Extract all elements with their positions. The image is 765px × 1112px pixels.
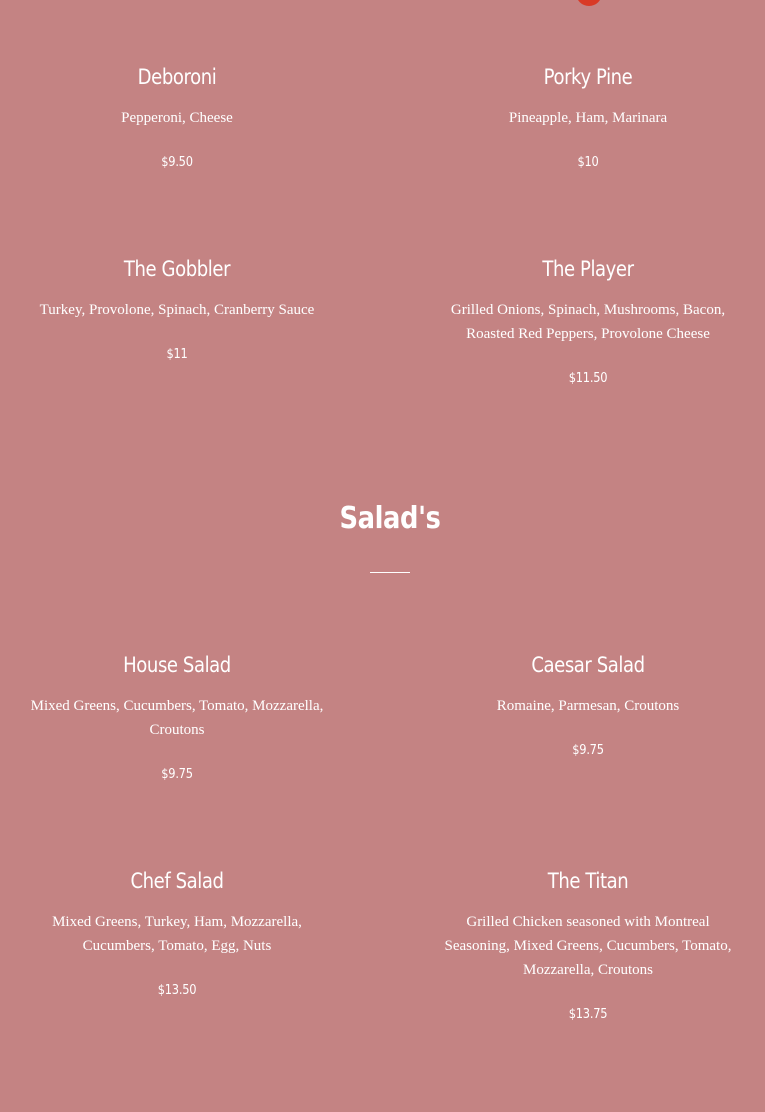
- menu-item-description: Grilled Chicken seasoned with Montreal Seasoning, Mixed Greens, Cucumbers, Tomato, Mozzarella, Croutons: [444, 914, 732, 978]
- menu-item-price: $13.75: [568, 1007, 608, 1022]
- section-divider: [370, 572, 410, 573]
- menu-item-price: $9.50: [161, 155, 193, 170]
- menu-item-description: Pineapple, Ham, Marinara: [508, 110, 668, 126]
- menu-item-description: Romaine, Parmesan, Croutons: [496, 698, 680, 714]
- menu-item-description: Grilled Onions, Spinach, Mushrooms, Bacon, Roasted Red Peppers, Provolone Cheese: [450, 302, 726, 342]
- menu-item-price: $11.50: [568, 371, 608, 386]
- menu-item-description: Mixed Greens, Turkey, Ham, Mozzarella, Cucumbers, Tomato, Egg, Nuts: [52, 914, 302, 954]
- menu-item-name: The Titan: [547, 869, 629, 893]
- red-dot-icon: [576, 0, 602, 6]
- menu-item-price: $11: [166, 347, 188, 362]
- menu-item-house-salad: [12, 652, 342, 783]
- menu-item-description: Turkey, Provolone, Spinach, Cranberry Sauce: [39, 302, 315, 318]
- menu-item-price: $13.50: [157, 983, 197, 998]
- menu-item-description: Pepperoni, Cheese: [121, 110, 233, 126]
- section-title-salads: Salad's: [339, 501, 441, 536]
- menu-item-name: The Gobbler: [123, 257, 231, 281]
- menu-item-price: $9.75: [572, 743, 604, 758]
- menu-item-price: $9.75: [161, 767, 193, 782]
- menu-item-price: $10: [577, 155, 599, 170]
- menu-item-name: House Salad: [123, 653, 231, 677]
- menu-item-caesar-salad: [423, 652, 753, 759]
- menu-item-name: Chef Salad: [130, 869, 224, 893]
- menu-item-name: Deboroni: [137, 65, 217, 89]
- menu-item-the-player: [423, 256, 753, 387]
- menu-item-chef-salad: [12, 868, 342, 999]
- menu-item-porky-pine: [423, 64, 753, 171]
- menu-item-deboroni: [12, 64, 342, 171]
- menu-item-name: Porky Pine: [543, 65, 633, 89]
- menu-item-description: Mixed Greens, Cucumbers, Tomato, Mozzarella, Croutons: [30, 698, 324, 738]
- menu-item-the-titan: [423, 868, 753, 1023]
- menu-item-name: Caesar Salad: [531, 653, 645, 677]
- menu-item-name: The Player: [542, 257, 634, 281]
- menu-item-the-gobbler: [12, 256, 342, 363]
